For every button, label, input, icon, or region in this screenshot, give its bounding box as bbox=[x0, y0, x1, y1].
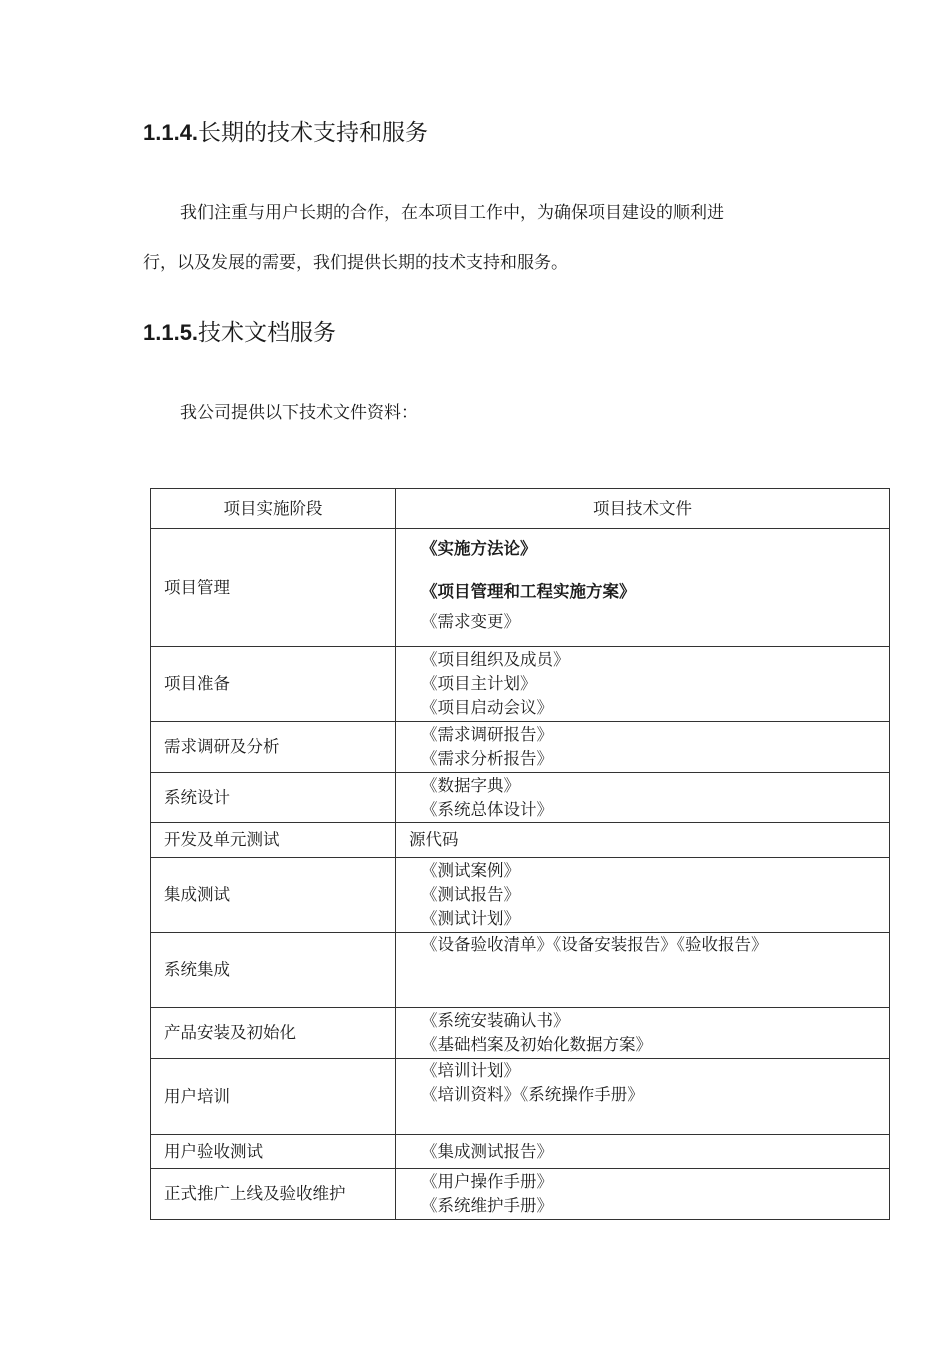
doc-item: 《实施方法论》 bbox=[421, 539, 537, 558]
doc-item: 《项目主计划》 bbox=[421, 674, 537, 693]
doc-item: 《数据字典》 bbox=[421, 775, 520, 795]
table-header-row bbox=[151, 489, 890, 529]
doc-item: 《需求调研报告》 bbox=[421, 725, 553, 744]
stage-cell: 项目准备 bbox=[151, 647, 396, 722]
header-cell: 项目实施阶段 bbox=[151, 489, 396, 529]
docs-cell bbox=[396, 1135, 890, 1169]
docs-cell bbox=[396, 773, 890, 823]
doc-item: 《测试报告》 bbox=[421, 885, 520, 904]
doc-item: 《需求变更》 bbox=[421, 612, 520, 631]
stage-cell: 系统集成 bbox=[151, 933, 396, 1008]
stage-cell: 产品安装及初始化 bbox=[151, 1008, 396, 1059]
table-row bbox=[151, 722, 890, 773]
doc-item: 《测试计划》 bbox=[421, 909, 520, 928]
section-number: 1.1.5. bbox=[143, 320, 199, 345]
table-row bbox=[151, 1169, 890, 1220]
doc-item: 《集成测试报告》 bbox=[421, 1141, 553, 1161]
section-title: 技术文档服务 bbox=[198, 320, 337, 346]
doc-item: 《培训计划》 bbox=[421, 1061, 520, 1080]
docs-cell bbox=[396, 1169, 890, 1220]
doc-item: 《项目启动会议》 bbox=[421, 698, 553, 717]
header-cell: 项目技术文件 bbox=[396, 489, 890, 529]
table-row bbox=[151, 529, 890, 647]
docs-cell bbox=[396, 529, 890, 647]
docs-cell bbox=[396, 722, 890, 773]
section-heading-support bbox=[143, 118, 428, 148]
table-row bbox=[151, 823, 890, 858]
table-row bbox=[151, 1135, 890, 1169]
table-row bbox=[151, 933, 890, 1008]
doc-item: 《系统维护手册》 bbox=[421, 1196, 553, 1215]
docs-cell bbox=[396, 933, 890, 1008]
stage-cell: 正式推广上线及验收维护 bbox=[151, 1169, 396, 1220]
stage-cell: 开发及单元测试 bbox=[151, 823, 396, 858]
doc-item: 《系统安装确认书》 bbox=[421, 1011, 570, 1030]
docs-cell bbox=[396, 858, 890, 933]
stage-cell: 集成测试 bbox=[151, 858, 396, 933]
docs-cell bbox=[396, 823, 890, 858]
stage-cell: 用户培训 bbox=[151, 1059, 396, 1135]
doc-item: 《测试案例》 bbox=[421, 861, 520, 880]
doc-item: 《需求分析报告》 bbox=[421, 749, 553, 768]
section-title: 长期的技术支持和服务 bbox=[198, 120, 429, 146]
doc-item: 《设备验收清单》《设备安装报告》《验收报告》 bbox=[421, 935, 768, 954]
doc-item: 《项目管理和工程实施方案》 bbox=[421, 582, 636, 601]
table-row bbox=[151, 647, 890, 722]
table-row bbox=[151, 858, 890, 933]
table-row bbox=[151, 1008, 890, 1059]
stage-cell: 需求调研及分析 bbox=[151, 722, 396, 773]
stage-cell: 系统设计 bbox=[151, 773, 396, 823]
table-row bbox=[151, 773, 890, 823]
paragraph-line: 行，以及发展的需要，我们提供长期的技术支持和服务。 bbox=[143, 253, 568, 273]
section-heading-docs bbox=[143, 318, 336, 348]
table-row bbox=[151, 1059, 890, 1135]
doc-item: 《项目组织及成员》 bbox=[421, 650, 570, 669]
docs-cell bbox=[396, 1059, 890, 1135]
stage-cell: 项目管理 bbox=[151, 529, 396, 647]
doc-item: 《培训资料》《系统操作手册》 bbox=[421, 1085, 644, 1104]
doc-item: 《系统总体设计》 bbox=[421, 799, 553, 819]
doc-item: 《用户操作手册》 bbox=[421, 1172, 553, 1191]
docs-cell bbox=[396, 647, 890, 722]
paragraph-line: 我们注重与用户长期的合作，在本项目工作中，为确保项目建设的顺利进 bbox=[180, 203, 724, 223]
docs-table bbox=[150, 488, 890, 1220]
section-number: 1.1.4. bbox=[143, 120, 199, 145]
doc-item: 《基础档案及初始化数据方案》 bbox=[421, 1035, 652, 1054]
intro-text: 我公司提供以下技术文件资料： bbox=[180, 403, 418, 423]
stage-cell: 用户验收测试 bbox=[151, 1135, 396, 1169]
doc-item: 源代码 bbox=[409, 830, 459, 849]
docs-cell bbox=[396, 1008, 890, 1059]
